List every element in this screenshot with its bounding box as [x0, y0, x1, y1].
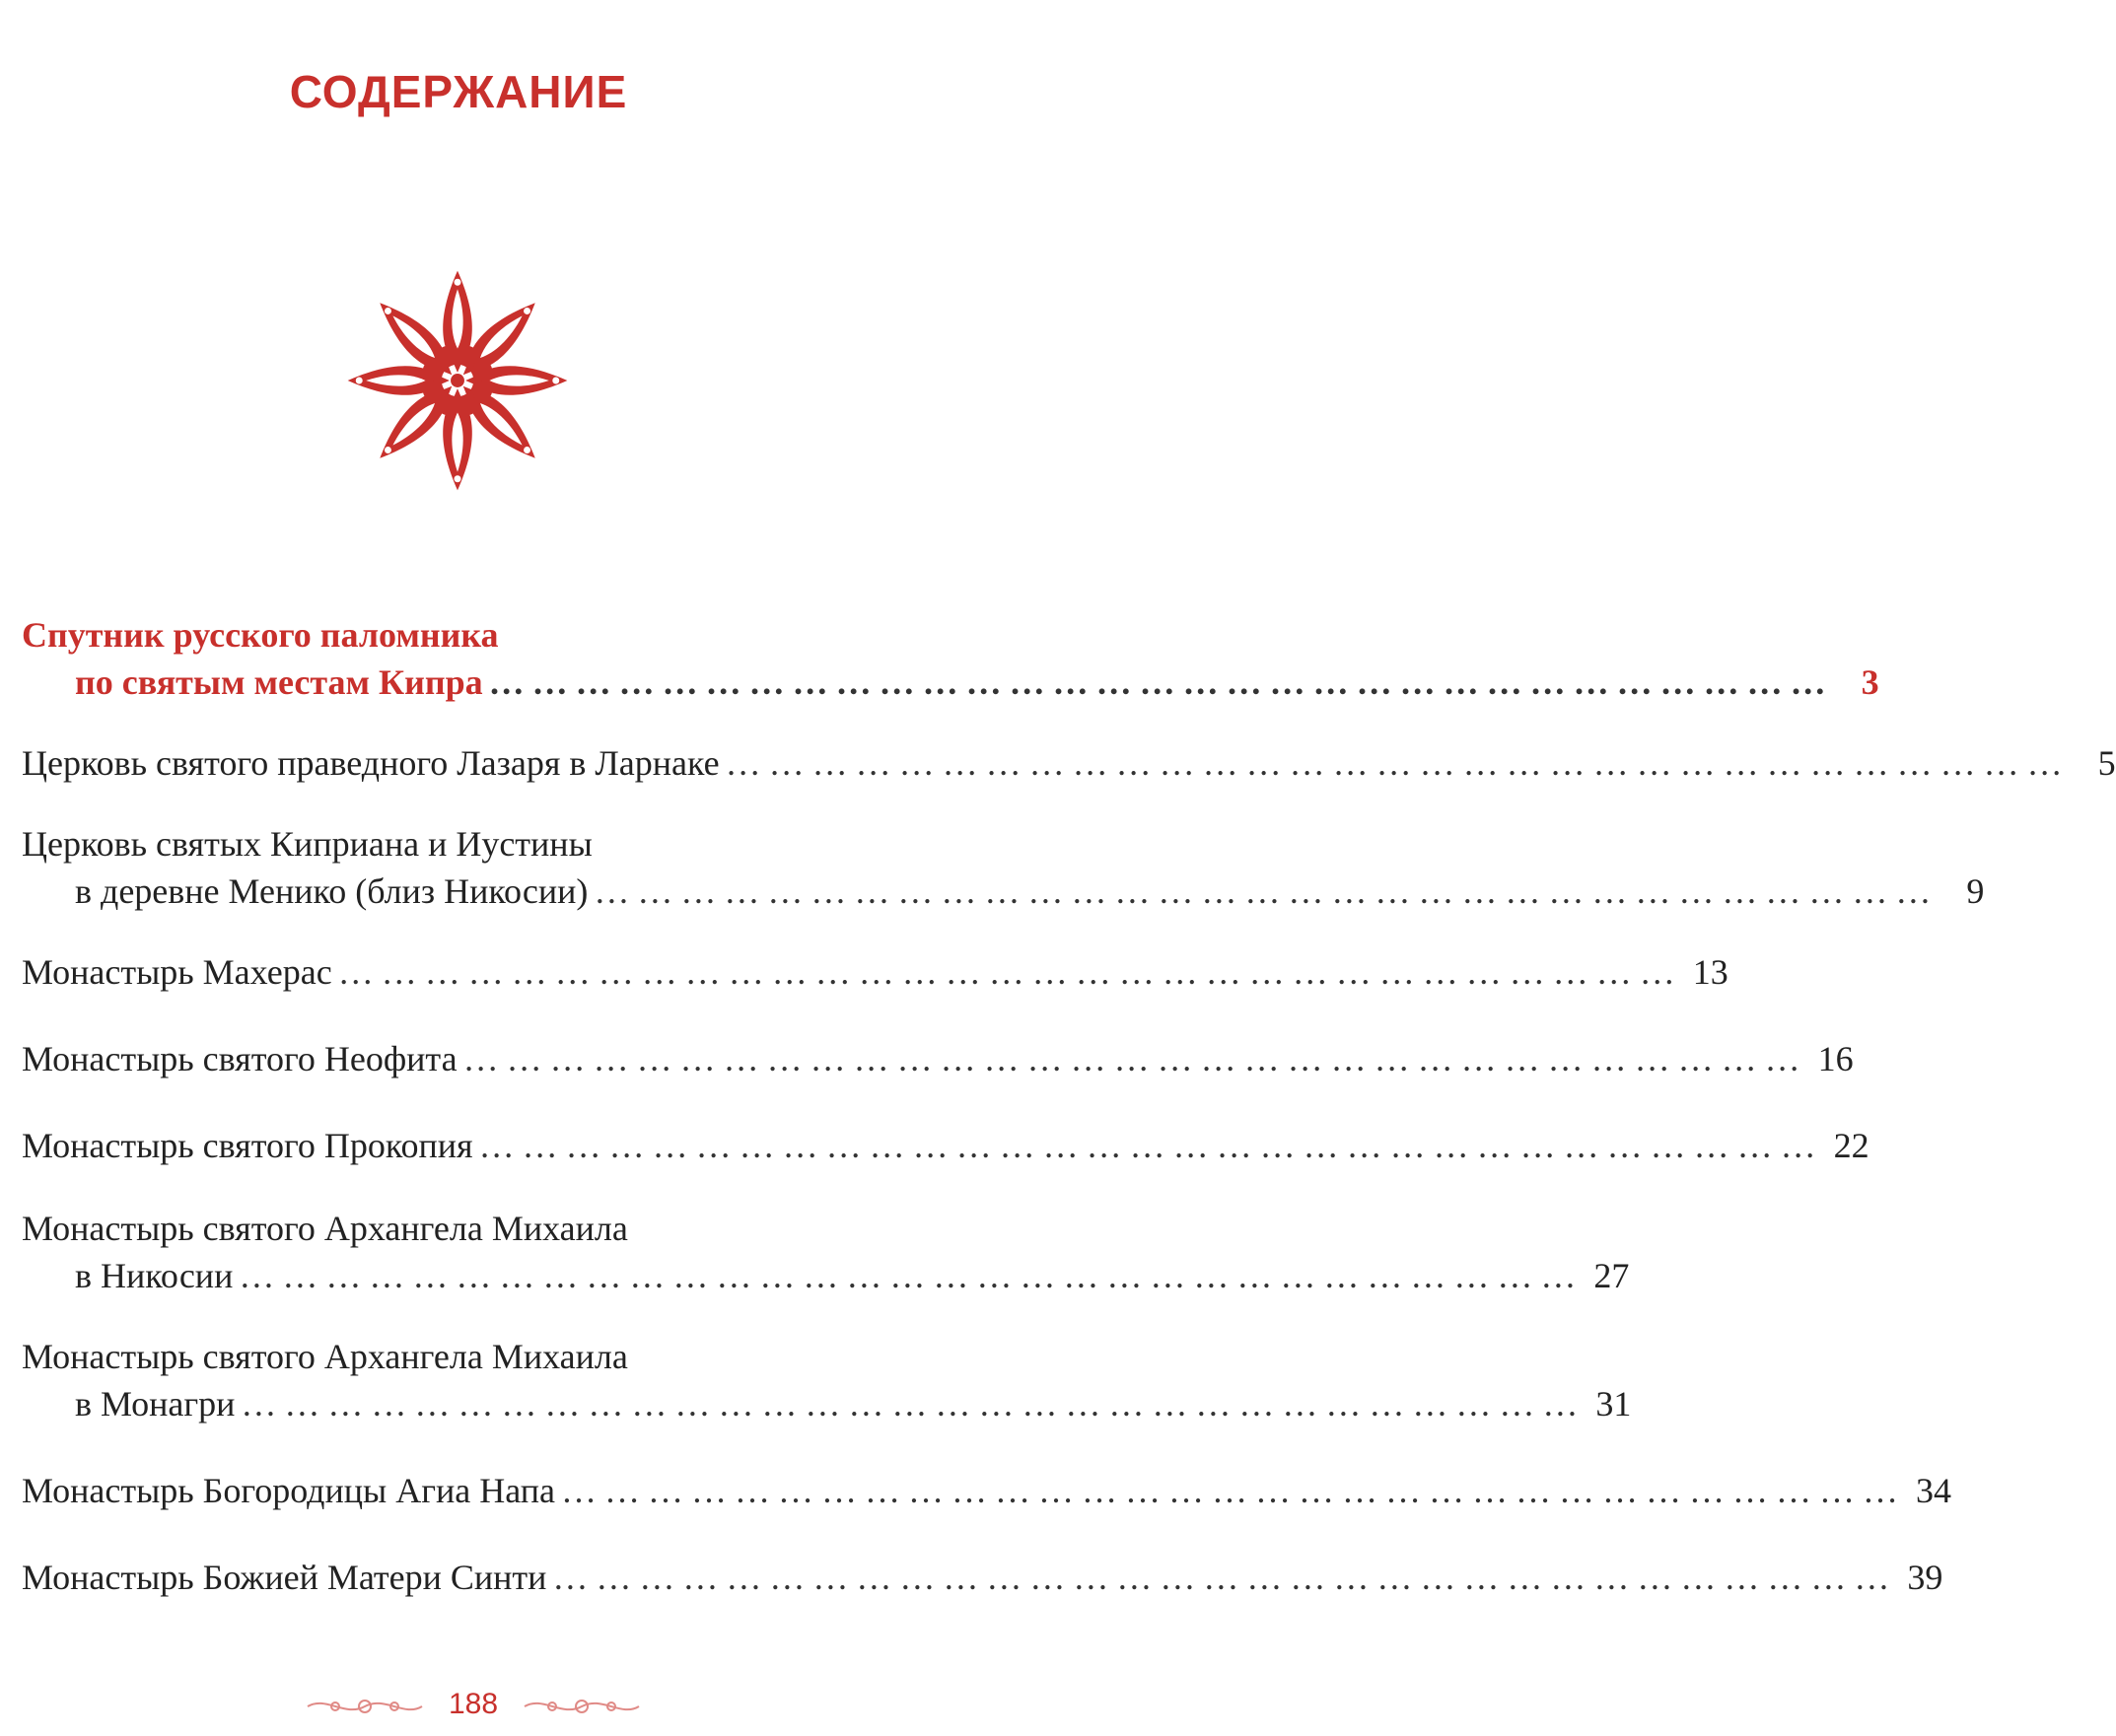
table-of-contents [22, 611, 2116, 1601]
toc-entry-page: 34 [1915, 1471, 1951, 1510]
floral-divider-icon [306, 1694, 424, 1719]
toc-entry-title: Монастырь Махерас [22, 952, 332, 992]
toc-entry-page: 13 [1692, 952, 1728, 992]
dot-leader: ………………………………………………………………………………… [239, 1256, 1585, 1295]
toc-entry-title: Монастырь святого Прокопия [22, 1126, 473, 1165]
dot-leader: ………………………………………………………………………………… [560, 1471, 1906, 1510]
page-title: СОДЕРЖАНИЕ [289, 66, 628, 117]
dot-leader: ………………………………………………………………………………… [241, 1384, 1587, 1424]
toc-entry-page: 3 [1861, 662, 1879, 702]
toc-entry[interactable] [22, 820, 1985, 915]
toc-entry[interactable] [22, 1205, 1630, 1299]
toc-entry-title-line1: Монастырь святого Архангела Михаила [22, 1337, 628, 1376]
toc-entry-title-line1: Церковь святых Киприана и Иустины [22, 824, 593, 864]
toc-entry-page: 31 [1595, 1384, 1632, 1424]
toc-entry[interactable] [22, 948, 1728, 996]
toc-entry-page: 9 [1966, 871, 1985, 911]
toc-entry-title-line2: в деревне Менико (близ Никосии) [75, 871, 589, 911]
toc-entry-title-line2: по святым местам Кипра [75, 662, 483, 702]
page-number: 188 [448, 1688, 499, 1720]
page-footer [0, 1688, 986, 1727]
toc-entry[interactable] [22, 1035, 1854, 1082]
dot-leader: ………………………………………………………………………………… [552, 1558, 1898, 1597]
toc-entry[interactable] [22, 1333, 1632, 1427]
toc-entry-page: 39 [1907, 1558, 1943, 1597]
floral-divider-icon [523, 1694, 641, 1719]
dot-leader: ………………………………………………………………………………… [478, 1126, 1824, 1165]
toc-entry-title: Церковь святого праведного Лазаря в Ларнаке [22, 743, 720, 783]
toc-entry-page: 22 [1833, 1126, 1869, 1165]
toc-entry-title-line1: Монастырь святого Архангела Михаила [22, 1209, 628, 1248]
dot-leader: ………………………………………………………………………………… [725, 743, 2071, 783]
toc-entry[interactable] [22, 611, 1879, 706]
toc-entry-title-line2: в Монагри [75, 1384, 236, 1424]
toc-entry[interactable] [22, 1554, 1943, 1601]
dot-leader: ………………………………………………………………………………… [488, 662, 1834, 702]
toc-entry-page: 16 [1817, 1039, 1854, 1078]
toc-entry-title: Монастырь Богородицы Агиа Напа [22, 1471, 555, 1510]
dot-leader: ………………………………………………………………………………… [594, 871, 1940, 911]
toc-entry-title: Монастырь святого Неофита [22, 1039, 458, 1078]
toc-entry[interactable] [22, 1122, 1869, 1169]
toc-entry[interactable] [22, 739, 2116, 787]
toc-entry-page: 27 [1593, 1256, 1630, 1295]
toc-entry[interactable] [22, 1467, 1951, 1514]
dot-leader: ………………………………………………………………………………… [462, 1039, 1808, 1078]
toc-entry-page: 5 [2097, 743, 2116, 783]
toc-entry-title-line1: Спутник русского паломника [22, 615, 499, 655]
toc-entry-title-line2: в Никосии [75, 1256, 234, 1295]
dot-leader: ………………………………………………………………………………… [337, 952, 1683, 992]
toc-entry-title: Монастырь Божией Матери Синти [22, 1558, 547, 1597]
red-star-rosette-icon [343, 266, 572, 495]
